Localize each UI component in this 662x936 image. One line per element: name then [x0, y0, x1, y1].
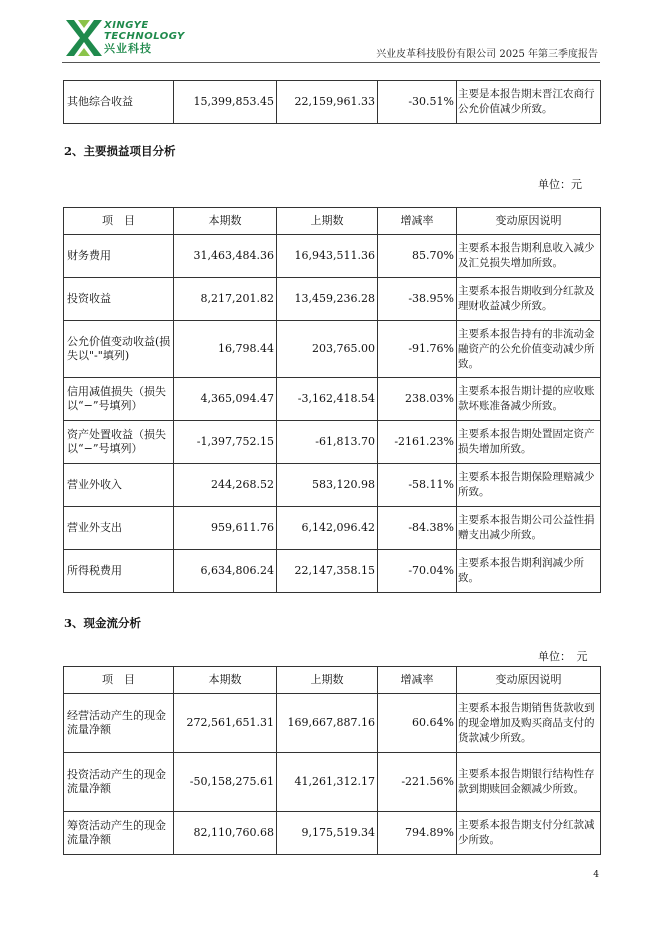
header-previous: 上期数 [277, 667, 378, 694]
change-cell: -38.95% [378, 278, 457, 321]
table-row [64, 235, 601, 278]
header-item: 项 目 [64, 208, 174, 235]
logo-text [104, 20, 185, 54]
header-reason: 变动原因说明 [457, 208, 601, 235]
current-cell: 15,399,853.45 [174, 81, 277, 124]
header-change: 增减率 [378, 667, 457, 694]
current-cell: 4,365,094.47 [174, 378, 277, 421]
section-title: 2、主要损益项目分析 [64, 144, 176, 158]
item-cell: 财务费用 [64, 235, 174, 278]
change-cell: -58.11% [378, 464, 457, 507]
current-cell: 272,561,651.31 [174, 694, 277, 753]
current-cell: -50,158,275.61 [174, 753, 277, 812]
item-cell: 公允价值变动收益(损失以"-"填列) [64, 321, 174, 378]
change-cell: -2161.23% [378, 421, 457, 464]
current-cell: 8,217,201.82 [174, 278, 277, 321]
logo-en-line1: XINGYE [104, 20, 149, 31]
change-cell: -84.38% [378, 507, 457, 550]
page-number: 4 [593, 870, 599, 880]
header-previous: 上期数 [277, 208, 378, 235]
header-item: 项 目 [64, 667, 174, 694]
item-cell: 营业外收入 [64, 464, 174, 507]
change-cell: -221.56% [378, 753, 457, 812]
item-cell: 所得税费用 [64, 550, 174, 593]
table-row [64, 278, 601, 321]
header-current: 本期数 [174, 667, 277, 694]
table-row [64, 81, 601, 124]
item-cell: 信用减值损失（损失以“−”号填列） [64, 378, 174, 421]
table-row [64, 694, 601, 753]
unit-label: 单位： 元 [538, 650, 588, 663]
previous-cell: 9,175,519.34 [277, 812, 378, 855]
change-cell: -91.76% [378, 321, 457, 378]
current-cell: -1,397,752.15 [174, 421, 277, 464]
table-header-row [64, 208, 601, 235]
previous-cell: 203,765.00 [277, 321, 378, 378]
header-reason: 变动原因说明 [457, 667, 601, 694]
reason-cell: 主要系本报告期处置固定资产损失增加所致。 [457, 421, 601, 464]
change-cell: 60.64% [378, 694, 457, 753]
current-cell: 244,268.52 [174, 464, 277, 507]
change-cell: 794.89% [378, 812, 457, 855]
item-cell: 投资活动产生的现金流量净额 [64, 753, 174, 812]
logo-en-line2: TECHNOLOGY [104, 31, 185, 42]
header-current: 本期数 [174, 208, 277, 235]
change-cell: 238.03% [378, 378, 457, 421]
previous-cell: -61,813.70 [277, 421, 378, 464]
reason-cell: 主要系本报告期银行结构性存款到期赎回金额减少所致。 [457, 753, 601, 812]
item-cell: 筹资活动产生的现金流量净额 [64, 812, 174, 855]
cash-flow-table [63, 666, 601, 855]
current-cell: 31,463,484.36 [174, 235, 277, 278]
previous-cell: 13,459,236.28 [277, 278, 378, 321]
reason-cell: 主要系本报告期公司公益性捐赠支出减少所致。 [457, 507, 601, 550]
reason-cell: 主要系本报告持有的非流动金融资产的公允价值变动减少所致。 [457, 321, 601, 378]
header-change: 增减率 [378, 208, 457, 235]
reason-cell: 主要系本报告期收到分红款及理财收益减少所致。 [457, 278, 601, 321]
table-row [64, 507, 601, 550]
previous-cell: 583,120.98 [277, 464, 378, 507]
reason-cell: 主要系本报告期支付分红款减少所致。 [457, 812, 601, 855]
other-comprehensive-income-table [63, 80, 601, 124]
current-cell: 16,798.44 [174, 321, 277, 378]
previous-cell: 41,261,312.17 [277, 753, 378, 812]
previous-cell: 22,147,358.15 [277, 550, 378, 593]
table-row [64, 464, 601, 507]
reason-cell: 主要系本报告期销售货款收到的现金增加及购买商品支付的货款减少所致。 [457, 694, 601, 753]
item-cell: 经营活动产生的现金流量净额 [64, 694, 174, 753]
item-cell: 营业外支出 [64, 507, 174, 550]
reason-cell: 主要系本报告期利润减少所致。 [457, 550, 601, 593]
table-row [64, 550, 601, 593]
table-row [64, 321, 601, 378]
table-row [64, 378, 601, 421]
current-cell: 6,634,806.24 [174, 550, 277, 593]
reason-cell: 主要系本报告期利息收入减少及汇兑损失增加所致。 [457, 235, 601, 278]
unit-label: 单位：元 [538, 178, 582, 191]
item-cell: 资产处置收益（损失以“−”号填列） [64, 421, 174, 464]
previous-cell: 169,667,887.16 [277, 694, 378, 753]
table-row [64, 812, 601, 855]
logo-cn: 兴业科技 [104, 42, 152, 55]
table-row [64, 421, 601, 464]
header-divider [62, 62, 600, 63]
reason-cell: 主要系本报告期计提的应收账款坏账准备减少所致。 [457, 378, 601, 421]
reason-cell: 主要系本报告期保险理赔减少所致。 [457, 464, 601, 507]
current-cell: 82,110,760.68 [174, 812, 277, 855]
item-cell: 投资收益 [64, 278, 174, 321]
previous-cell: 16,943,511.36 [277, 235, 378, 278]
item-cell: 其他综合收益 [64, 81, 174, 124]
change-cell: -70.04% [378, 550, 457, 593]
previous-cell: 22,159,961.33 [277, 81, 378, 124]
section-title: 3、现金流分析 [64, 616, 142, 630]
reason-cell: 主要是本报告期末晋江农商行公允价值减少所致。 [457, 81, 601, 124]
previous-cell: -3,162,418.54 [277, 378, 378, 421]
table-row [64, 753, 601, 812]
previous-cell: 6,142,096.42 [277, 507, 378, 550]
report-title: 兴业皮革科技股份有限公司 2025 年第三季度报告 [376, 49, 598, 60]
table-header-row [64, 667, 601, 694]
current-cell: 959,611.76 [174, 507, 277, 550]
change-cell: 85.70% [378, 235, 457, 278]
income-items-table [63, 207, 601, 593]
change-cell: -30.51% [378, 81, 457, 124]
